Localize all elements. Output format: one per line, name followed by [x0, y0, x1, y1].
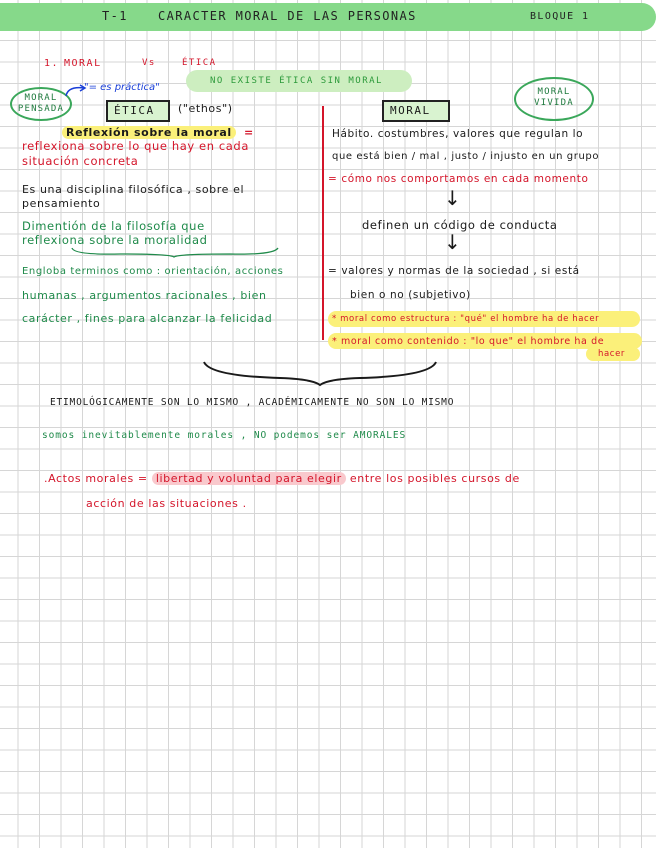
- como-line: = cómo nos comportamos en cada momento: [328, 173, 589, 185]
- actos-line2: acción de las situaciones .: [86, 497, 247, 510]
- ethos-label: ("ethos"): [178, 102, 233, 115]
- topic-code: T-1: [102, 9, 128, 23]
- etica-heading: ÉTICA: [114, 104, 155, 117]
- down-arrow-icon-1: ↓: [444, 186, 461, 210]
- section-number: 1.: [44, 58, 60, 69]
- column-divider: [322, 106, 324, 340]
- actos-rest: entre los posibles cursos de: [349, 472, 520, 485]
- engloba-line2: humanas , argumentos racionales , bien: [22, 289, 267, 302]
- reflexion-line1: reflexiona sobre lo que hay en cada: [22, 139, 249, 153]
- valores-line1: = valores y normas de la sociedad , si está: [328, 265, 580, 277]
- section-moral: MORAL: [64, 58, 102, 69]
- moral-heading: MORAL: [390, 104, 431, 117]
- dimension-line2: reflexiona sobre la moralidad: [22, 233, 208, 247]
- engloba-line3: carácter , fines para alcanzar la felicidad: [22, 312, 273, 325]
- etica-heading-box: [106, 100, 170, 122]
- valores-line2: bien o no (subjetivo): [350, 289, 471, 301]
- actos-line1: [44, 472, 520, 485]
- habito-line2: que está bien / mal , justo / injusto en un grupo: [332, 151, 600, 162]
- block-label: BLOQUE 1: [530, 11, 590, 22]
- bubble-left-line1: MORAL: [24, 93, 58, 103]
- disciplina-line2: pensamiento: [22, 197, 101, 210]
- brace-underline: [70, 246, 280, 258]
- dimension-line1: Dimentión de la filosofía que: [22, 219, 205, 233]
- moral-vivida-bubble: [514, 77, 594, 121]
- bubble-left-line2: PENSADA: [17, 104, 65, 114]
- disciplina-line1: Es una disciplina filosófica , sobre el: [22, 183, 245, 196]
- bubble-right-line2: VIVIDA: [534, 98, 574, 108]
- practica-note: "= es práctica": [84, 82, 160, 93]
- contenido-end: hacer: [598, 349, 625, 359]
- bubble-right-line1: MORAL: [537, 87, 571, 97]
- etimologia-line: ETIMOLÓGICAMENTE SON LO MISMO , ACADÉMICAMENTE NO SON LO MISMO: [50, 397, 455, 408]
- habito-line1: Hábito. costumbres, valores que regulan lo: [332, 128, 584, 140]
- reflexion-line2: situación concreta: [22, 154, 139, 168]
- summary-brace: [200, 358, 440, 388]
- reflexion-title: Reflexión sobre la moral: [62, 126, 236, 139]
- banner-text: NO EXISTE ÉTICA SIN MORAL: [210, 76, 383, 86]
- reflexion-equals: =: [244, 126, 254, 139]
- moral-heading-box: [382, 100, 450, 122]
- codigo-line: definen un código de conducta: [362, 218, 558, 232]
- page-title: CARACTER MORAL DE LAS PERSONAS: [158, 9, 417, 23]
- somos-line: somos inevitablemente morales , NO podemos ser AMORALES: [42, 430, 407, 441]
- banner: [186, 70, 412, 92]
- contenido-line: * moral como contenido : "lo que" el hombre ha de: [332, 336, 605, 347]
- actos-label: .Actos morales =: [44, 472, 148, 485]
- estructura-line: * moral como estructura : "qué" el hombre ha de hacer: [332, 314, 600, 324]
- section-vs: Vs: [142, 58, 156, 68]
- section-etica: ÉTICA: [182, 58, 217, 68]
- actos-highlight: libertad y voluntad para elegir: [152, 472, 346, 485]
- down-arrow-icon-2: ↓: [444, 230, 461, 254]
- engloba-line1: Engloba terminos como : orientación, acciones: [22, 266, 284, 277]
